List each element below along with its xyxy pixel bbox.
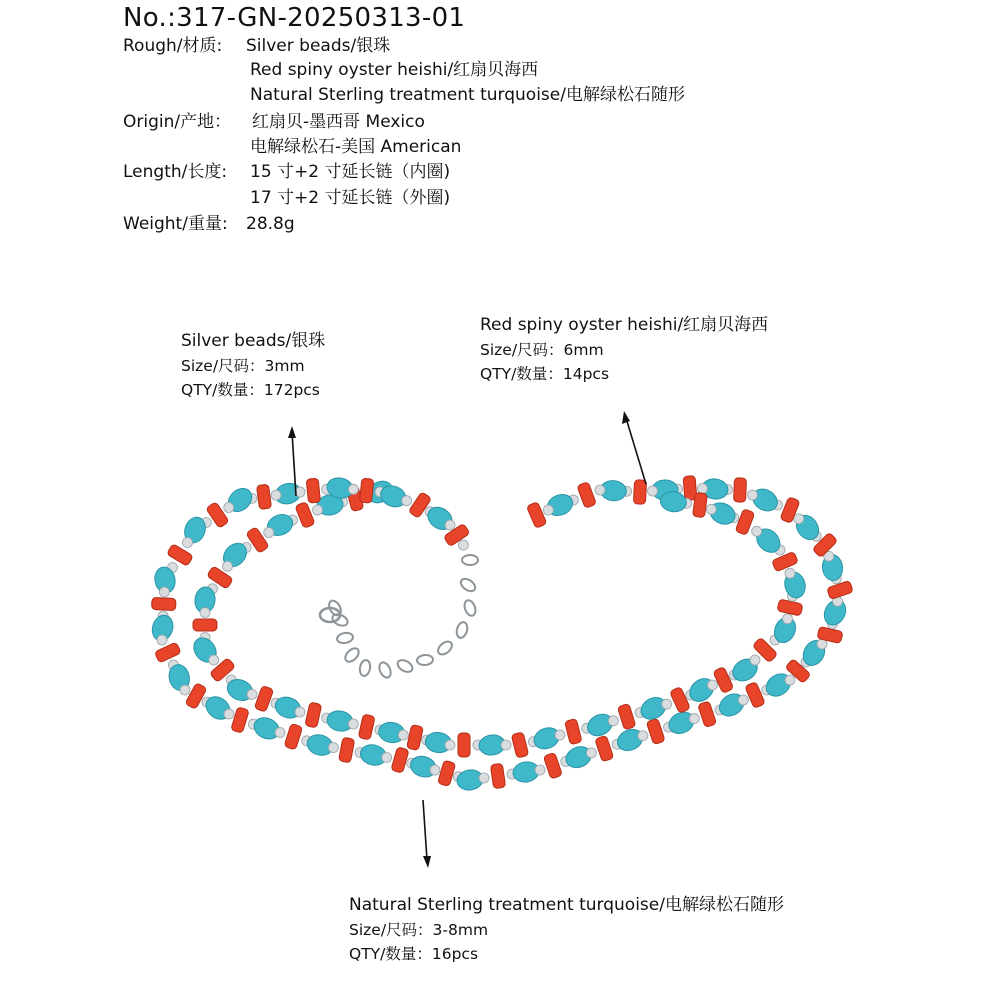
outer-strand-silver-bead (595, 485, 605, 495)
outer-strand-oyster-bead (633, 480, 646, 505)
outer-strand-oyster-bead (490, 763, 505, 788)
chain-link (459, 576, 478, 593)
outer-strand-silver-bead (183, 538, 193, 548)
inner-strand-oyster-bead (670, 687, 691, 714)
inner-strand-silver-bead (785, 568, 795, 578)
outer-strand-oyster-bead (284, 723, 303, 749)
outer-strand-oyster-bead (595, 735, 614, 762)
oyster-callout (480, 312, 768, 386)
rough-label: Rough/材质: (123, 36, 223, 56)
outer-strand-silver-bead (535, 765, 545, 775)
turquoise-callout-title: Natural Sterling treatment turquoise/电解绿松石随形 (349, 895, 784, 915)
outer-strand-silver-bead (224, 709, 234, 719)
outer-strand-oyster-bead (391, 747, 409, 773)
inner-strand-silver-bead (247, 689, 257, 699)
silver-callout-qty: QTY/数量：172pcs (181, 381, 320, 399)
inner-strand-silver-bead (555, 730, 565, 740)
inner-strand-silver-bead (200, 608, 210, 618)
outer-strand-oyster-bead (827, 581, 854, 600)
outer-strand-silver-bead (638, 731, 648, 741)
outer-strand-oyster-bead (339, 737, 355, 763)
chain-link (359, 659, 372, 676)
top-strand-silver-bead (458, 540, 468, 550)
silver-callout-size: Size/尺码：3mm (181, 357, 305, 375)
outer-strand-silver-bead (689, 714, 699, 724)
chain-link (377, 661, 393, 680)
turquoise-callout-qty: QTY/数量：16pcs (349, 945, 479, 963)
outer-strand-silver-bead (479, 773, 489, 783)
extension-chain (320, 555, 478, 679)
top-strand-silver-bead (348, 484, 358, 494)
chain-link (343, 646, 361, 664)
inner-strand-oyster-bead (305, 702, 322, 728)
turquoise-arrow-line (423, 800, 427, 860)
inner-strand-silver-bead (783, 614, 793, 624)
oyster-callout-qty: QTY/数量：14pcs (480, 365, 610, 383)
silver-arrow-head (288, 426, 296, 438)
inner-strand-oyster-bead (693, 492, 708, 517)
length-value-2: 17 寸+2 寸延长链（外圈) (250, 188, 451, 208)
outer-strand-oyster-bead (438, 760, 456, 786)
inner-strand-silver-bead (209, 655, 219, 665)
chain-link (396, 658, 415, 675)
outer-strand-silver-bead (430, 765, 440, 775)
bead-strands (149, 476, 853, 792)
inner-strand-oyster-bead (407, 725, 424, 751)
outer-strand-silver-bead (382, 753, 392, 763)
outer-strand-silver-bead (738, 695, 748, 705)
chain-link (455, 621, 469, 639)
chain-link (417, 654, 434, 665)
rough-value-2: Red spiny oyster heishi/红扇贝海西 (250, 60, 539, 80)
chain-link (436, 639, 455, 657)
inner-strand-silver-bead (608, 716, 618, 726)
outer-strand-silver-bead (698, 484, 708, 494)
inner-strand-silver-bead (295, 707, 305, 717)
outer-strand-silver-bead (748, 490, 758, 500)
outer-strand-silver-bead (159, 587, 169, 597)
outer-strand-silver-bead (328, 743, 338, 753)
inner-strand-oyster-bead (254, 685, 274, 712)
inner-strand-oyster-bead (713, 667, 734, 694)
inner-strand-silver-bead (750, 655, 760, 665)
oyster-callout-title: Red spiny oyster heishi/红扇贝海西 (480, 315, 769, 335)
outer-strand-silver-bead (157, 635, 167, 645)
outer-strand-silver-bead (648, 486, 658, 496)
outer-strand-oyster-bead (698, 701, 717, 728)
inner-strand-oyster-bead (772, 551, 799, 571)
top-strand-silver-bead (445, 520, 455, 530)
inner-strand-oyster-bead (193, 619, 217, 631)
inner-strand-oyster-bead (617, 703, 636, 729)
outer-strand-oyster-bead (526, 502, 546, 529)
outer-strand-silver-bead (794, 514, 804, 524)
outer-strand-silver-bead (275, 728, 285, 738)
rough-value-3: Natural Sterling treatment turquoise/电解绿松石随形 (250, 85, 685, 105)
origin-value-2: 电解绿松石-美国 American (250, 137, 462, 157)
chain-link (462, 555, 478, 565)
inner-strand-oyster-bead (358, 714, 375, 740)
weight-value: 28.8g (246, 214, 295, 234)
inner-strand-silver-bead (313, 505, 323, 515)
inner-strand-oyster-bead (511, 732, 528, 758)
length-label: Length/长度: (123, 162, 228, 182)
inner-strand-silver-bead (662, 699, 672, 709)
inner-strand-oyster-bead (458, 733, 470, 757)
inner-strand-silver-bead (708, 680, 718, 690)
outer-strand-oyster-bead (231, 707, 250, 733)
origin-value-1: 红扇贝-墨西哥 Mexico (252, 112, 425, 132)
outer-strand-oyster-bead (745, 682, 765, 709)
outer-strand-oyster-bead (734, 478, 747, 502)
inner-strand-silver-bead (348, 719, 358, 729)
chain-link (336, 632, 353, 645)
turquoise-arrow-head (423, 856, 431, 868)
inner-strand-silver-bead (264, 528, 274, 538)
inner-strand-silver-bead (706, 504, 716, 514)
rough-value-1: Silver beads/银珠 (246, 36, 391, 56)
outer-strand-silver-bead (224, 503, 234, 513)
inner-strand-silver-bead (752, 526, 762, 536)
chain-link (463, 599, 478, 617)
silver-callout-title: Silver beads/银珠 (181, 331, 326, 351)
outer-strand-silver-bead (271, 490, 281, 500)
outer-strand-oyster-bead (543, 752, 562, 779)
inner-strand-silver-bead (501, 740, 511, 750)
outer-strand-oyster-bead (256, 484, 271, 509)
inner-strand-silver-bead (398, 730, 408, 740)
outer-strand-oyster-bead (577, 482, 597, 509)
inner-strand-silver-bead (223, 561, 233, 571)
outer-strand-oyster-bead (152, 597, 177, 610)
outer-strand-silver-bead (586, 748, 596, 758)
inner-strand-oyster-bead (777, 599, 803, 616)
outer-strand-oyster-bead (154, 642, 181, 663)
outer-strand-silver-bead (785, 675, 795, 685)
turquoise-callout-size: Size/尺码：3-8mm (349, 921, 489, 939)
inner-strand-oyster-bead (295, 502, 315, 529)
silver-callout (181, 328, 325, 402)
top-strand-oyster-bead (360, 478, 374, 503)
origin-label: Origin/产地： (123, 112, 232, 132)
top-strand-oyster-bead (306, 478, 320, 503)
oyster-callout-size: Size/尺码：6mm (480, 341, 604, 359)
top-strand-silver-bead (402, 496, 412, 506)
oyster-arrow-head (622, 411, 630, 424)
oyster-arrow-line (626, 418, 646, 484)
inner-strand-oyster-bead (565, 719, 582, 745)
length-value-1: 15 寸+2 寸延长链（内圈) (250, 162, 451, 182)
outer-strand-silver-bead (543, 505, 553, 515)
inner-strand-silver-bead (445, 740, 455, 750)
weight-label: Weight/重量: (123, 214, 228, 234)
turquoise-callout (349, 892, 784, 966)
outer-strand-oyster-bead (646, 718, 665, 745)
outer-strand-silver-bead (180, 685, 190, 695)
product-number: No.:317-GN-20250313-01 (123, 3, 466, 33)
